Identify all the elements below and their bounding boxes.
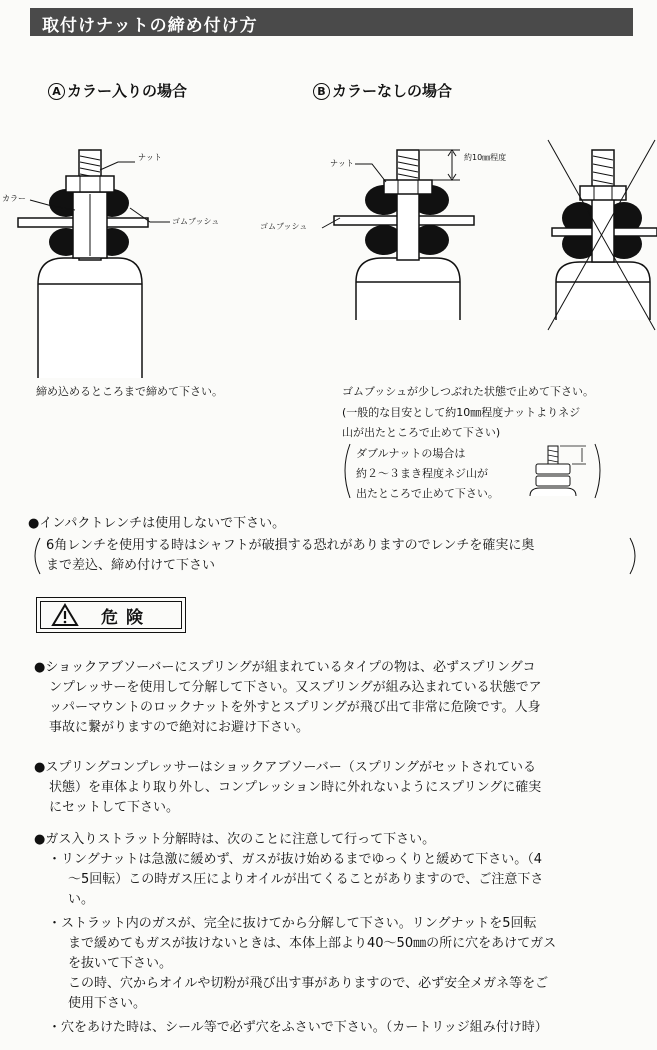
case-b-label-bush: ゴムブッシュ xyxy=(260,222,308,231)
case-b-title: カラーなしの場合 xyxy=(332,82,453,100)
case-a-note: 締め込めるところまで締めて下さい。 xyxy=(36,385,223,398)
case-b-label-thread: 約10㎜程度 xyxy=(464,153,507,162)
case-a-badge: A xyxy=(48,83,65,100)
double-nut-line-2: 約２～３まき程度ネジ山が xyxy=(356,467,488,480)
case-a-title: カラー入りの場合 xyxy=(67,82,188,100)
warning-3-line: ～5回転）この時ガス圧によりオイルが出てくることがありますので、ご注意下さ xyxy=(68,872,544,887)
case-b-note-line-3: 山が出たところで止めて下さい) xyxy=(342,426,501,439)
warning-2-line: 状態）を車体より取り外し、コンプレッション時に外れないようにスプリングに確実 xyxy=(49,780,542,795)
warning-3-line: を抜いて下さい。 xyxy=(68,956,173,971)
warning-1-line: ンプレッサーを使用して分解して下さい。又スプリングが組み込まれている状態でア xyxy=(49,680,542,695)
case-a-label-bush: ゴムブッシュ xyxy=(172,217,220,226)
warning-3-line: この時、穴からオイルや切粉が飛び出す事がありますので、必ず安全メガネ等をご xyxy=(68,976,549,991)
warning-3-line: 使用下さい。 xyxy=(68,996,147,1011)
warning-1-line: 事故に繋がりますので絶対にお避け下さい。 xyxy=(49,720,310,735)
impact-bullet: ●インパクトレンチは使用しないで下さい。 xyxy=(28,516,286,531)
page-title: 取付けナットの締め付け方 xyxy=(42,16,258,36)
warning-2-line: にセットして下さい。 xyxy=(49,800,180,815)
case-b-note-line-2: (一般的な目安として約10㎜程度ナットよりネジ xyxy=(342,406,581,419)
warning-triangle-icon xyxy=(51,603,79,627)
warning-block-1 xyxy=(34,658,542,738)
case-b-note-line-1: ゴムブッシュが少しつぶれた状態で止めて下さい。 xyxy=(342,385,595,398)
warning-2-line: ●スプリングコンプレッサーはショックアブソーバー（スプリングがセットされている xyxy=(34,760,536,775)
warning-3-line: ・リングナットは急激に緩めず、ガスが抜け始めるまでゆっくりと緩めて下さい。（4 xyxy=(48,852,543,867)
case-a-label-nut: ナット xyxy=(138,153,162,162)
warning-block-3 xyxy=(34,830,556,1038)
warning-3-line: い。 xyxy=(68,892,95,907)
warning-3-line: ・ストラット内のガスが、完全に抜けてから分解して下さい。リングナットを5回転 xyxy=(48,916,537,931)
impact-detail-line-2: まで差込、締め付けて下さい xyxy=(46,558,216,573)
case-a-label-collar: カラー xyxy=(2,194,26,203)
double-nut-line-3: 出たところで止めて下さい。 xyxy=(356,487,499,500)
impact-detail-line-1: 6角レンチを使用する時はシャフトが破損する恐れがありますのでレンチを確実に奥 xyxy=(46,538,535,553)
danger-box xyxy=(36,597,186,633)
warning-3-line: ・穴をあけた時は、シール等で必ず穴をふさいで下さい。（カートリッジ組み付け時） xyxy=(48,1020,548,1035)
warning-1-line: ッパーマウントのロックナットを外すとスプリングが飛び出て非常に危険です。人身 xyxy=(49,700,541,715)
warning-1-line: ●ショックアブソーバーにスプリングが組まれているタイプの物は、必ずスプリングコ xyxy=(34,660,536,675)
warning-3-line: まで緩めてもガスが抜けないときは、本体上部より40～50㎜の所に穴をあけてガス xyxy=(68,936,557,951)
warning-3-line: ●ガス入りストラット分解時は、次のことに注意して行って下さい。 xyxy=(34,832,436,847)
danger-label: 危険 xyxy=(101,608,151,628)
case-b-badge: B xyxy=(313,83,330,100)
case-b-label-nut: ナット xyxy=(330,159,354,168)
warning-block-2 xyxy=(34,758,541,818)
double-nut-line-1: ダブルナットの場合は xyxy=(356,447,466,460)
